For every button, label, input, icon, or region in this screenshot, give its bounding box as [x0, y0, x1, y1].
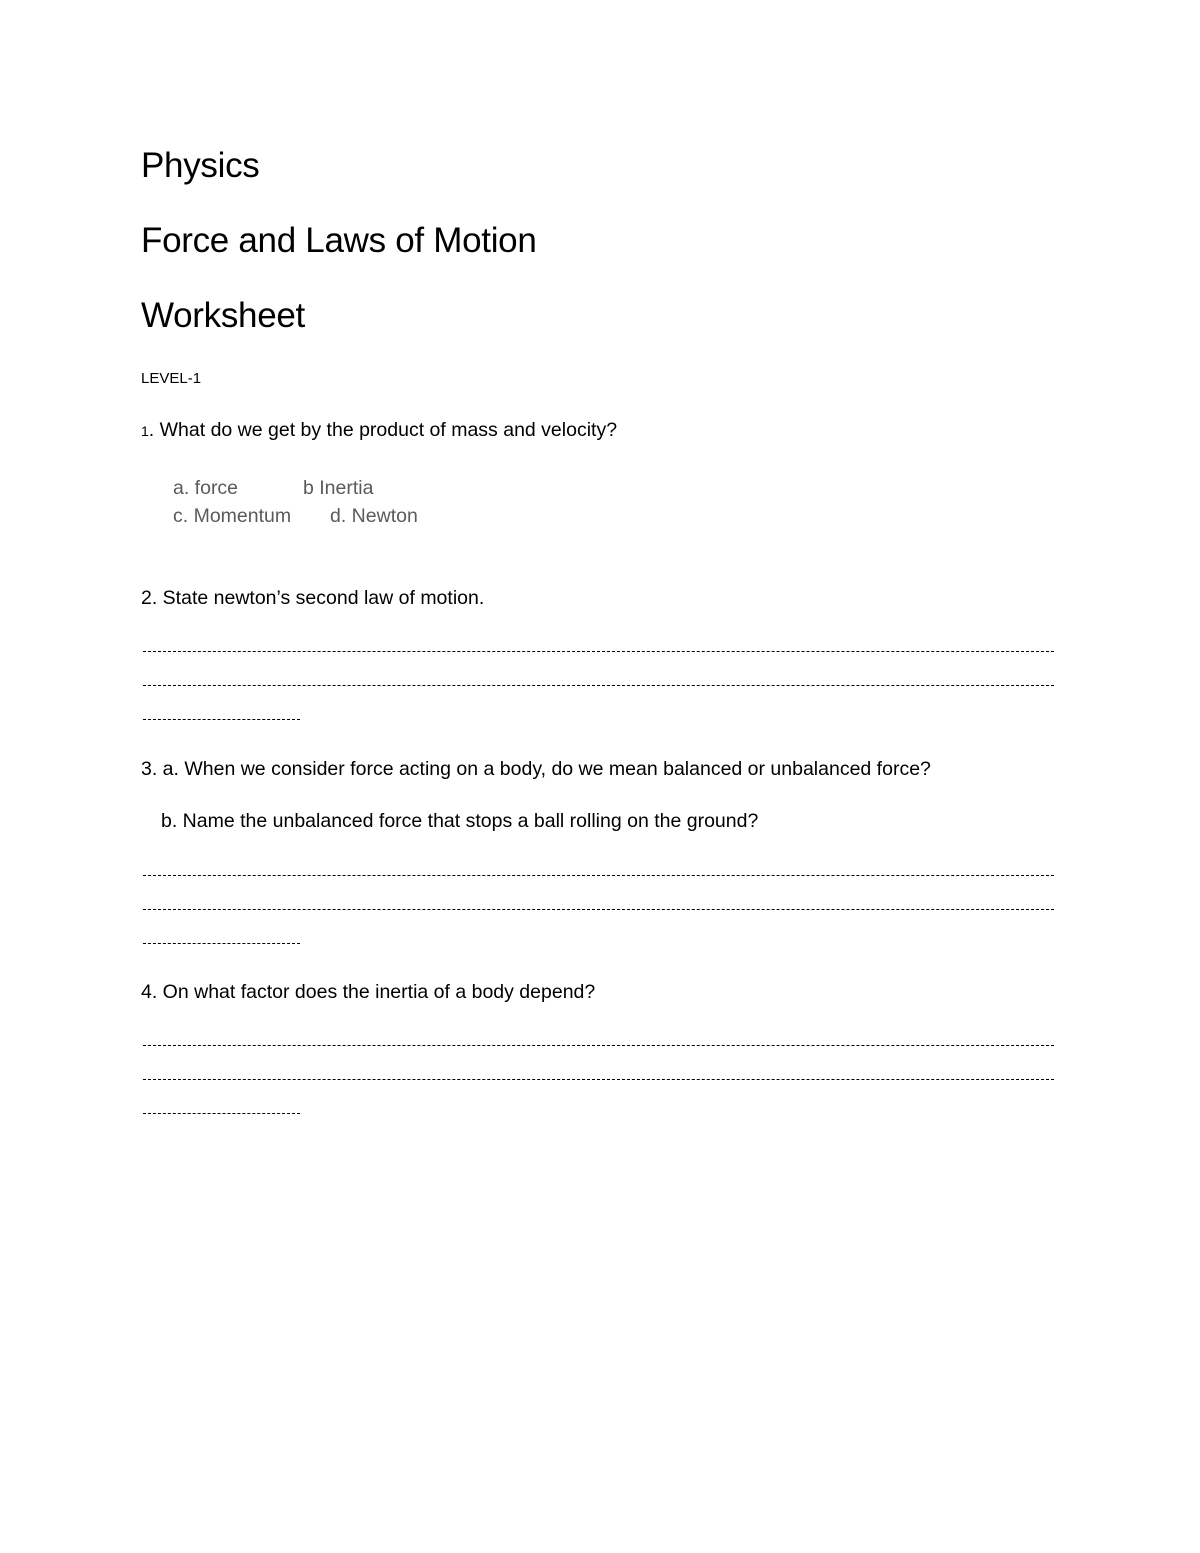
option-a: a. force [173, 477, 239, 499]
option-d: d. Newton [330, 505, 418, 527]
option-b: b Inertia [303, 477, 374, 499]
doc-type-title: Worksheet [141, 296, 305, 335]
answer-line [143, 943, 300, 944]
answer-line [143, 909, 1054, 910]
answer-line [143, 685, 1054, 686]
question-1 [141, 417, 617, 444]
question-3a: 3. a. When we consider force acting on a body, do we mean balanced or unbalanced force? [141, 758, 931, 780]
question-1-text: . What do we get by the product of mass and velocity? [148, 419, 618, 441]
question-1-number: 1 [141, 423, 149, 439]
answer-line [143, 1079, 1054, 1080]
answer-line [143, 651, 1054, 652]
answer-line [143, 1045, 1054, 1046]
answer-line [143, 719, 300, 720]
option-c: c. Momentum [173, 505, 292, 527]
subject-title: Physics [141, 146, 260, 185]
topic-title: Force and Laws of Motion [141, 221, 537, 260]
level-label: LEVEL-1 [141, 370, 202, 387]
question-2: 2. State newton’s second law of motion. [141, 587, 485, 609]
answer-line [143, 875, 1054, 876]
answer-line [143, 1113, 300, 1114]
question-4: 4. On what factor does the inertia of a body depend? [141, 981, 596, 1003]
question-3b: b. Name the unbalanced force that stops a ball rolling on the ground? [161, 810, 759, 832]
